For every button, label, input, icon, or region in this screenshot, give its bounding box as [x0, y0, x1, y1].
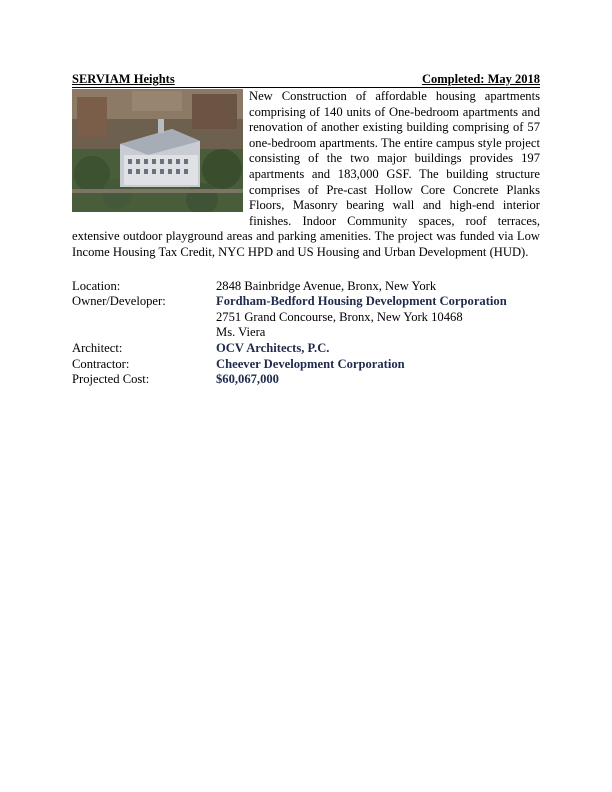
location-label: Location: [72, 278, 121, 293]
project-header [72, 72, 540, 88]
project-description-block [72, 89, 540, 261]
project-details [72, 279, 540, 388]
completion-date: Completed: May 2018 [421, 72, 540, 86]
owner-label: Owner/Developer: [72, 294, 166, 309]
owner-contact: Ms. Viera [216, 325, 266, 340]
contractor-row [72, 357, 540, 373]
architect-row [72, 341, 540, 357]
aerial-photo [72, 89, 243, 212]
owner-name: Fordham-Bedford Housing Development Corporation [216, 294, 507, 309]
owner-row [72, 294, 540, 341]
contractor-label: Contractor: [72, 356, 130, 371]
aerial-photo-illustration [72, 89, 243, 212]
contractor-value: Cheever Development Corporation [216, 356, 405, 371]
cost-label: Projected Cost: [72, 372, 150, 387]
architect-label: Architect: [72, 340, 123, 355]
project-description: New Construction of affordable housing apartments comprising of 140 units of One-bedroom apartments and renovation of another existing building comprising of 57 one-bedroom apartments. The entire campus style project consisting of the two major buildings provides 197 apartments and 183,000 GSF. The building structure comprises of Pre-cast Hollow Core Concrete Planks Floors, Masonry bearing wall and high-end interior finishes. Indoor Community spaces, roof terraces, extensive outdoor playground areas and parking amenities. The project was funded via Low Income Housing Tax Credit, NYC HPD and US Housing and Urban Development (HUD). [72, 89, 540, 259]
cost-row [72, 372, 540, 388]
cost-value: $60,067,000 [216, 372, 279, 387]
project-title: SERVIAM Heights [72, 72, 175, 86]
project-sheet [72, 72, 540, 388]
architect-value: OCV Architects, P.C. [216, 340, 330, 355]
owner-address: 2751 Grand Concourse, Bronx, New York 10468 [216, 309, 463, 324]
owner-value [216, 294, 540, 341]
location-value: 2848 Bainbridge Avenue, Bronx, New York [216, 278, 437, 293]
location-row [72, 279, 540, 295]
